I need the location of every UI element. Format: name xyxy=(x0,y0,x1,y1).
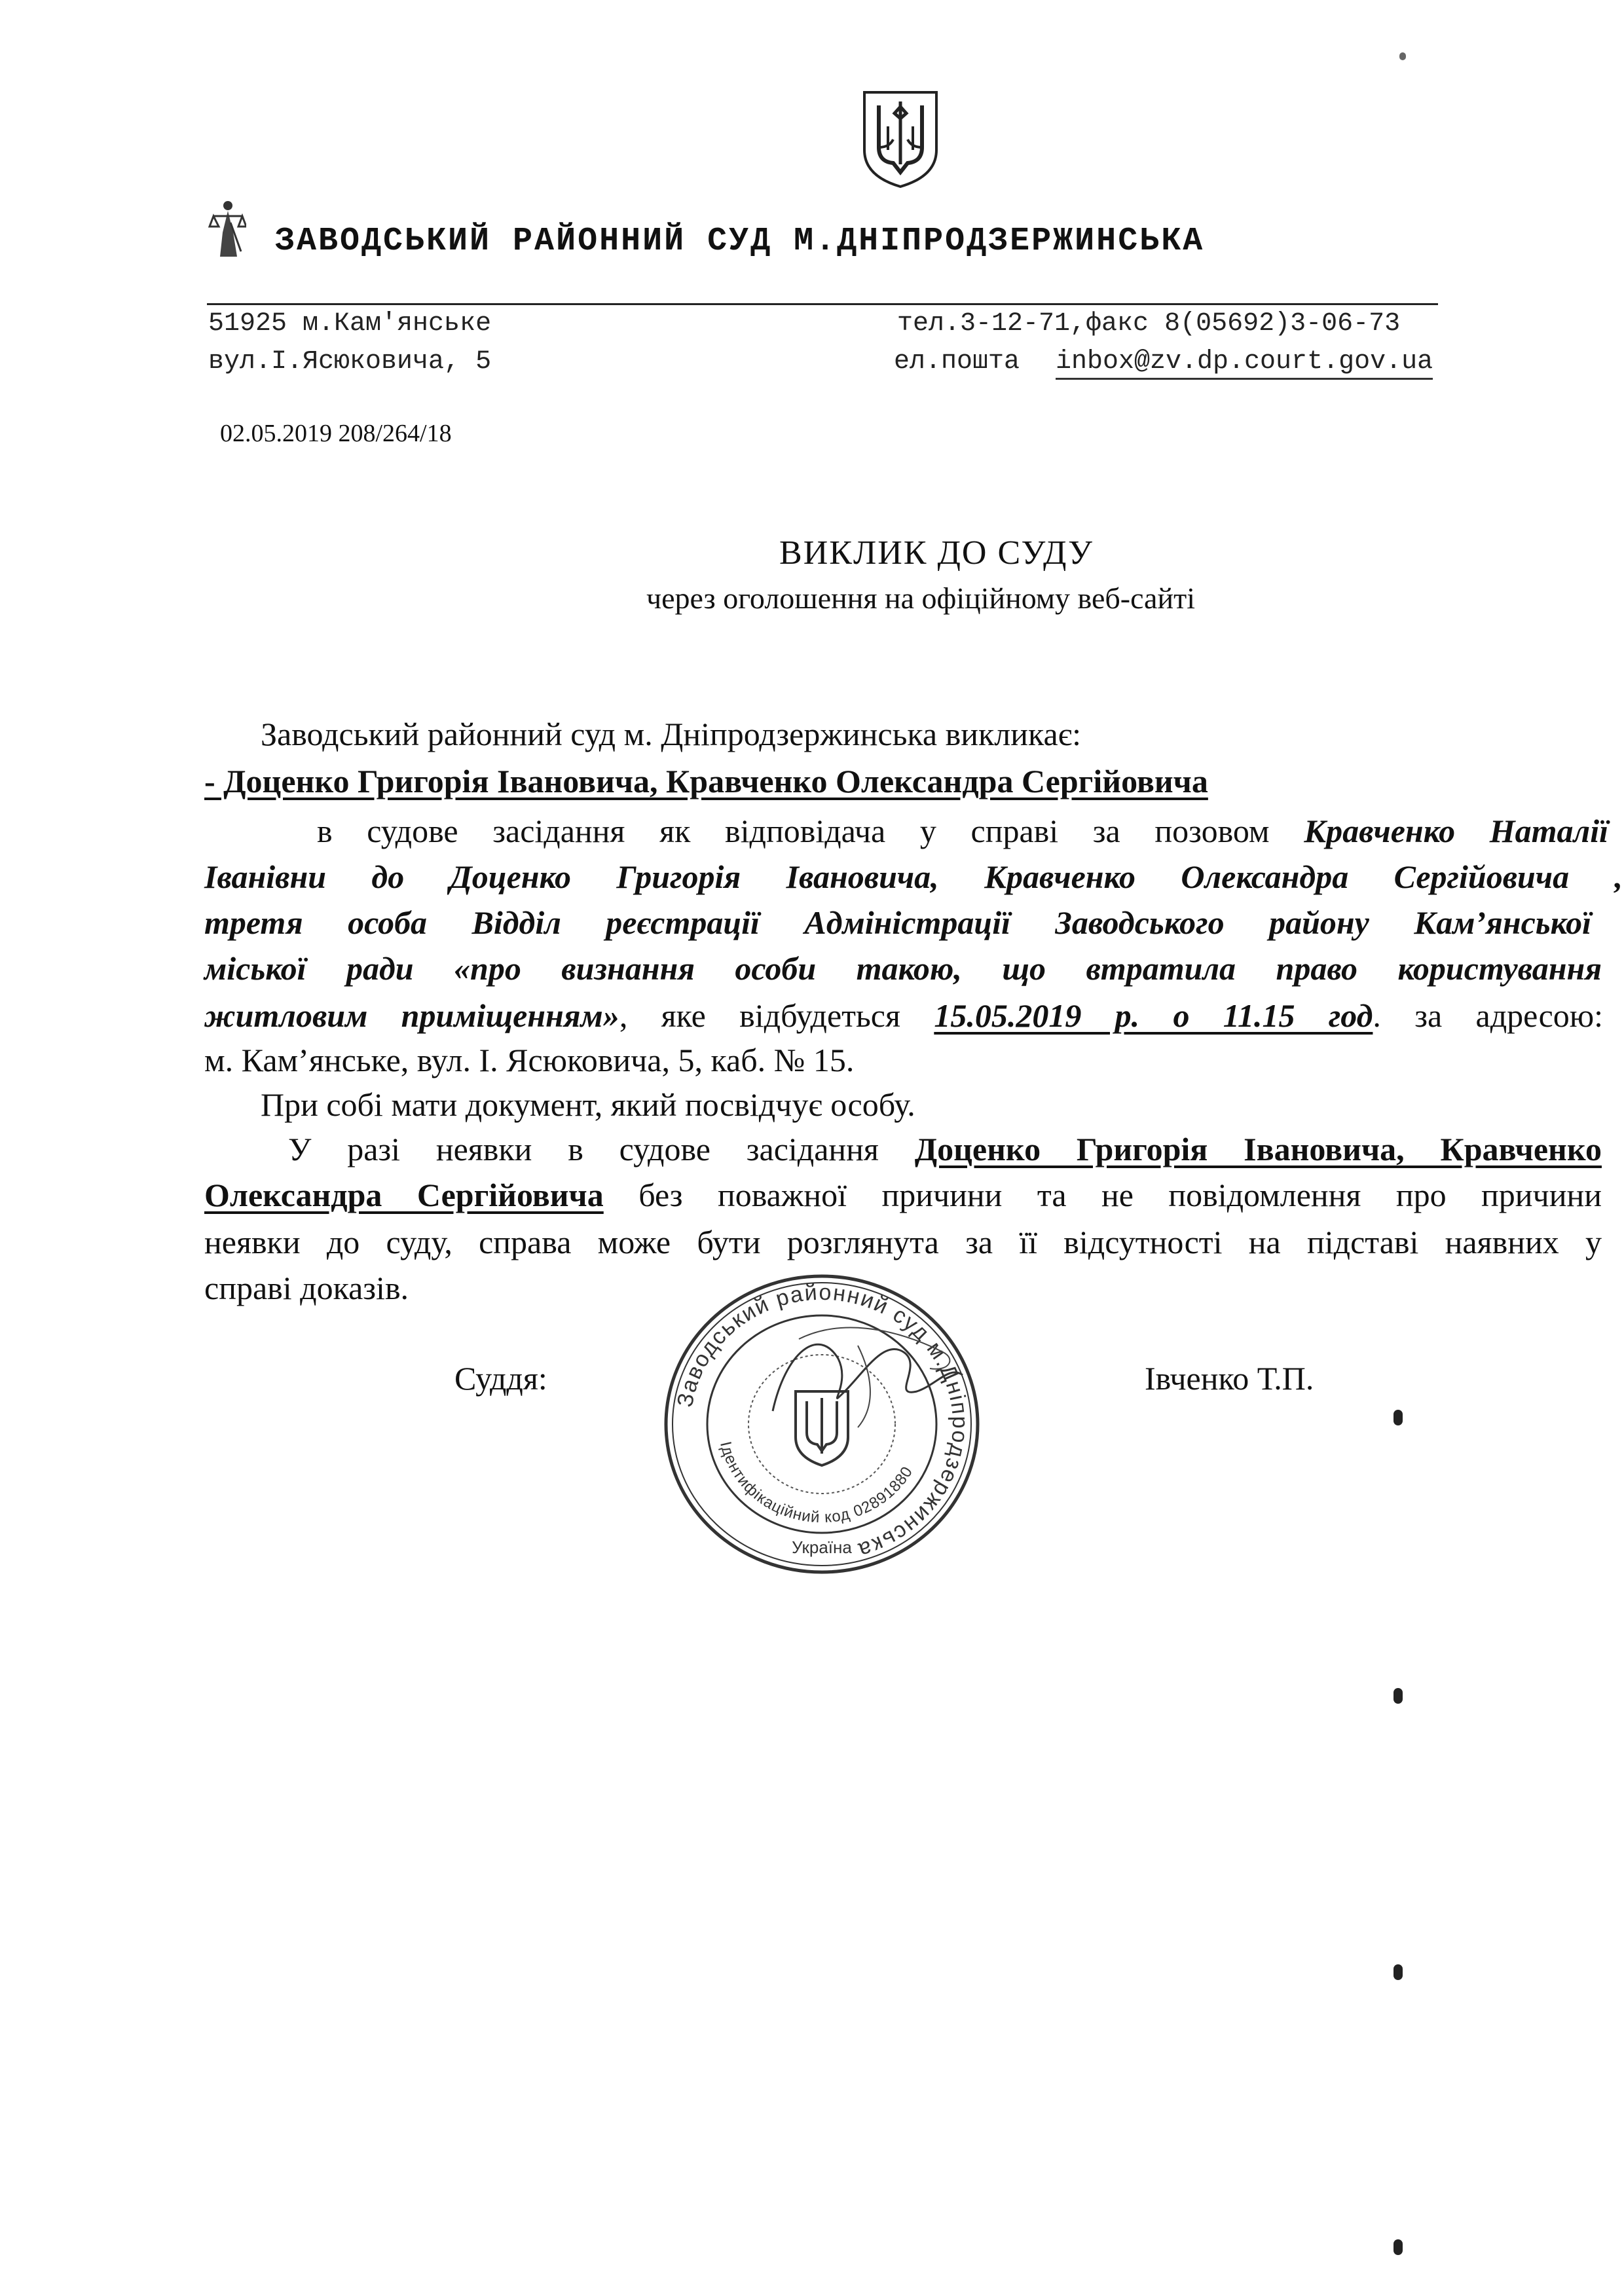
body-line xyxy=(204,995,1603,1036)
summoned-persons: Олександра Сергійовича xyxy=(204,1177,604,1213)
hearing-datetime: 15.05.2019 р. о 11.15 год xyxy=(934,997,1373,1034)
case-subject: житловим приміщенням» xyxy=(204,997,619,1034)
body-line: Заводський районний суд м. Дніпродзержинська викликає: xyxy=(261,716,1082,752)
punch-hole-mark xyxy=(1393,1964,1403,1980)
body-line: третя особа Відділ реєстрації Адміністрації Заводського району Кам’янської xyxy=(204,904,1591,941)
seal-country: Україна xyxy=(792,1537,852,1557)
body-line: справі доказів. xyxy=(204,1270,409,1306)
summoned-persons: - Доценко Григорія Івановича, Кравченко Олександра Сергійовича xyxy=(204,763,1208,799)
body-line xyxy=(288,1129,1602,1169)
punch-hole-mark xyxy=(1393,1688,1403,1704)
body-text: . за адресою: xyxy=(1373,997,1604,1034)
email-label: ел.пошта xyxy=(894,347,1020,376)
address-city: 51925 м.Кам'янське xyxy=(208,309,492,339)
punch-hole-mark xyxy=(1393,2239,1403,2255)
themis-icon xyxy=(208,196,246,262)
document-subtitle: через оголошення на офіційному веб-сайті xyxy=(646,581,1195,615)
body-text: без поважної причини та не повідомлення про причини xyxy=(603,1177,1602,1213)
body-line: Іванівни до Доценко Григорія Івановича, Кравченко Олександра Сергійовича , xyxy=(204,858,1623,895)
hearing-address: м. Кам’янське, вул. І. Ясюковича, 5, каб. № 15. xyxy=(204,1042,855,1078)
body-line: неявки до суду, справа може бути розглянута за її відсутності на підставі наявних у xyxy=(204,1224,1602,1260)
header-divider xyxy=(207,303,1438,305)
judge-signature xyxy=(760,1313,969,1444)
scan-speck xyxy=(1399,52,1406,60)
email-link[interactable]: inbox@zv.dp.court.gov.ua xyxy=(1056,347,1433,380)
seal-outer-text: Заводський районний суд м.Дніпродзержинська xyxy=(672,1279,973,1564)
document-reference: 02.05.2019 208/264/18 xyxy=(220,420,452,447)
body-text: У разі неявки в судове засідання xyxy=(288,1131,915,1167)
body-line xyxy=(317,811,1608,851)
coat-of-arms-icon xyxy=(859,87,942,189)
plaintiff-name: Кравченко Наталії xyxy=(1304,813,1608,849)
summoned-persons: Доценко Григорія Івановича, Кравченко xyxy=(914,1131,1602,1167)
body-line xyxy=(204,1175,1602,1215)
judge-label: Суддя: xyxy=(454,1360,547,1397)
court-name: ЗАВОДСЬКИЙ РАЙОННИЙ СУД М.ДНІПРОДЗЕРЖИНСЬКА xyxy=(275,223,1205,260)
phone-fax: тел.3-12-71,факс 8(05692)3-06-73 xyxy=(897,309,1401,339)
body-text: , яке відбудеться xyxy=(619,997,934,1034)
body-line: При собі мати документ, який посвідчує особу. xyxy=(261,1086,915,1123)
seal-inner-text: Ідентифікаційний код 02891880 xyxy=(716,1440,917,1527)
punch-hole-mark xyxy=(1393,1410,1403,1425)
body-line: міської ради «про визнання особи такою, що втратила право користування xyxy=(204,950,1602,987)
document-title: ВИКЛИК ДО СУДУ xyxy=(779,534,1094,572)
body-text: в судове засідання як відповідача у справі за позовом xyxy=(317,813,1304,849)
judge-name: Івченко Т.П. xyxy=(1145,1360,1314,1397)
address-street: вул.І.Ясюковича, 5 xyxy=(208,347,492,376)
